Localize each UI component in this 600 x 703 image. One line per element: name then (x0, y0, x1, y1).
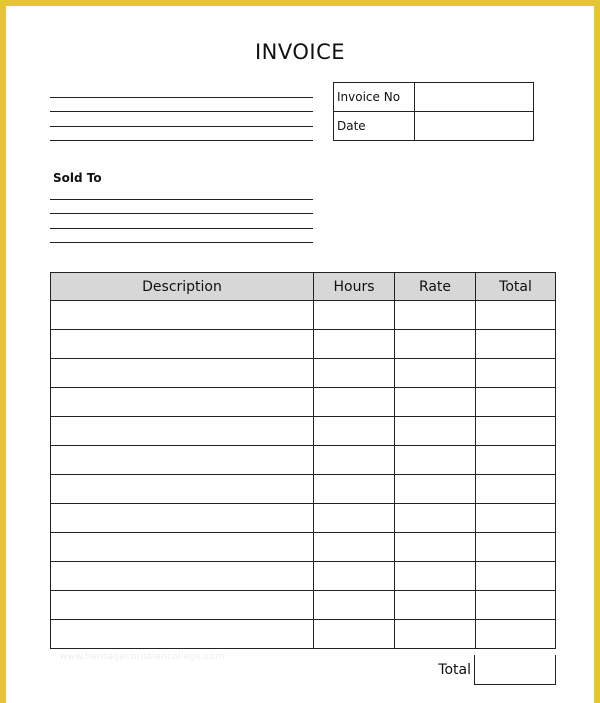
grand-total-field[interactable] (474, 655, 556, 685)
total-cell[interactable] (476, 359, 556, 388)
total-cell[interactable] (476, 301, 556, 330)
rate-cell[interactable] (395, 475, 476, 504)
table-row (51, 359, 556, 388)
table-row (51, 591, 556, 620)
invoice-date-label: Date (334, 112, 415, 141)
total-cell[interactable] (476, 475, 556, 504)
address-line[interactable] (50, 111, 313, 112)
total-cell[interactable] (476, 388, 556, 417)
total-cell[interactable] (476, 330, 556, 359)
hours-cell[interactable] (314, 620, 395, 649)
rate-cell[interactable] (395, 301, 476, 330)
description-cell[interactable] (51, 417, 314, 446)
description-cell[interactable] (51, 330, 314, 359)
address-line[interactable] (50, 97, 313, 98)
description-cell[interactable] (51, 446, 314, 475)
description-cell[interactable] (51, 359, 314, 388)
total-cell[interactable] (476, 562, 556, 591)
address-line[interactable] (50, 140, 313, 141)
invoice-number-row (334, 83, 534, 112)
rate-cell[interactable] (395, 591, 476, 620)
description-cell[interactable] (51, 562, 314, 591)
line-items-header (51, 273, 556, 301)
table-row (51, 417, 556, 446)
table-row (51, 446, 556, 475)
line-items-body (51, 301, 556, 649)
rate-cell[interactable] (395, 359, 476, 388)
hours-cell[interactable] (314, 301, 395, 330)
total-cell[interactable] (476, 446, 556, 475)
rate-cell[interactable] (395, 533, 476, 562)
description-cell[interactable] (51, 475, 314, 504)
table-row (51, 620, 556, 649)
invoice-number-label: Invoice No (334, 83, 415, 112)
description-cell[interactable] (51, 591, 314, 620)
total-cell[interactable] (476, 620, 556, 649)
invoice-date-field[interactable] (415, 112, 534, 141)
description-cell[interactable] (51, 388, 314, 417)
sold-to-line[interactable] (50, 242, 313, 243)
description-cell[interactable] (51, 533, 314, 562)
line-items-table (50, 272, 556, 649)
table-row (51, 504, 556, 533)
table-row (51, 475, 556, 504)
total-cell[interactable] (476, 533, 556, 562)
hours-cell[interactable] (314, 417, 395, 446)
hours-cell[interactable] (314, 504, 395, 533)
rate-cell[interactable] (395, 446, 476, 475)
table-row (51, 330, 556, 359)
hours-cell[interactable] (314, 562, 395, 591)
sold-to-label: Sold To (53, 171, 102, 185)
hours-cell[interactable] (314, 388, 395, 417)
description-cell[interactable] (51, 504, 314, 533)
rate-cell[interactable] (395, 330, 476, 359)
table-row (51, 562, 556, 591)
rate-cell[interactable] (395, 620, 476, 649)
description-cell[interactable] (51, 620, 314, 649)
column-header-total: Total (476, 273, 556, 301)
invoice-date-row (334, 112, 534, 141)
total-cell[interactable] (476, 591, 556, 620)
table-row (51, 388, 556, 417)
hours-cell[interactable] (314, 330, 395, 359)
hours-cell[interactable] (314, 446, 395, 475)
description-cell[interactable] (51, 301, 314, 330)
column-header-description: Description (51, 273, 314, 301)
sold-to-line[interactable] (50, 213, 313, 214)
column-header-rate: Rate (395, 273, 476, 301)
address-line[interactable] (50, 126, 313, 127)
sold-to-line[interactable] (50, 199, 313, 200)
rate-cell[interactable] (395, 417, 476, 446)
rate-cell[interactable] (395, 504, 476, 533)
table-row (51, 301, 556, 330)
column-header-hours: Hours (314, 273, 395, 301)
watermark-text: www.heritagechristiancollege.com (60, 652, 225, 662)
rate-cell[interactable] (395, 388, 476, 417)
total-cell[interactable] (476, 417, 556, 446)
hours-cell[interactable] (314, 533, 395, 562)
hours-cell[interactable] (314, 359, 395, 388)
table-row (51, 533, 556, 562)
grand-total-label: Total (438, 662, 471, 678)
hours-cell[interactable] (314, 475, 395, 504)
total-cell[interactable] (476, 504, 556, 533)
invoice-title: INVOICE (254, 40, 346, 64)
rate-cell[interactable] (395, 562, 476, 591)
invoice-number-field[interactable] (415, 83, 534, 112)
invoice-meta-table (333, 82, 534, 141)
sold-to-line[interactable] (50, 228, 313, 229)
hours-cell[interactable] (314, 591, 395, 620)
